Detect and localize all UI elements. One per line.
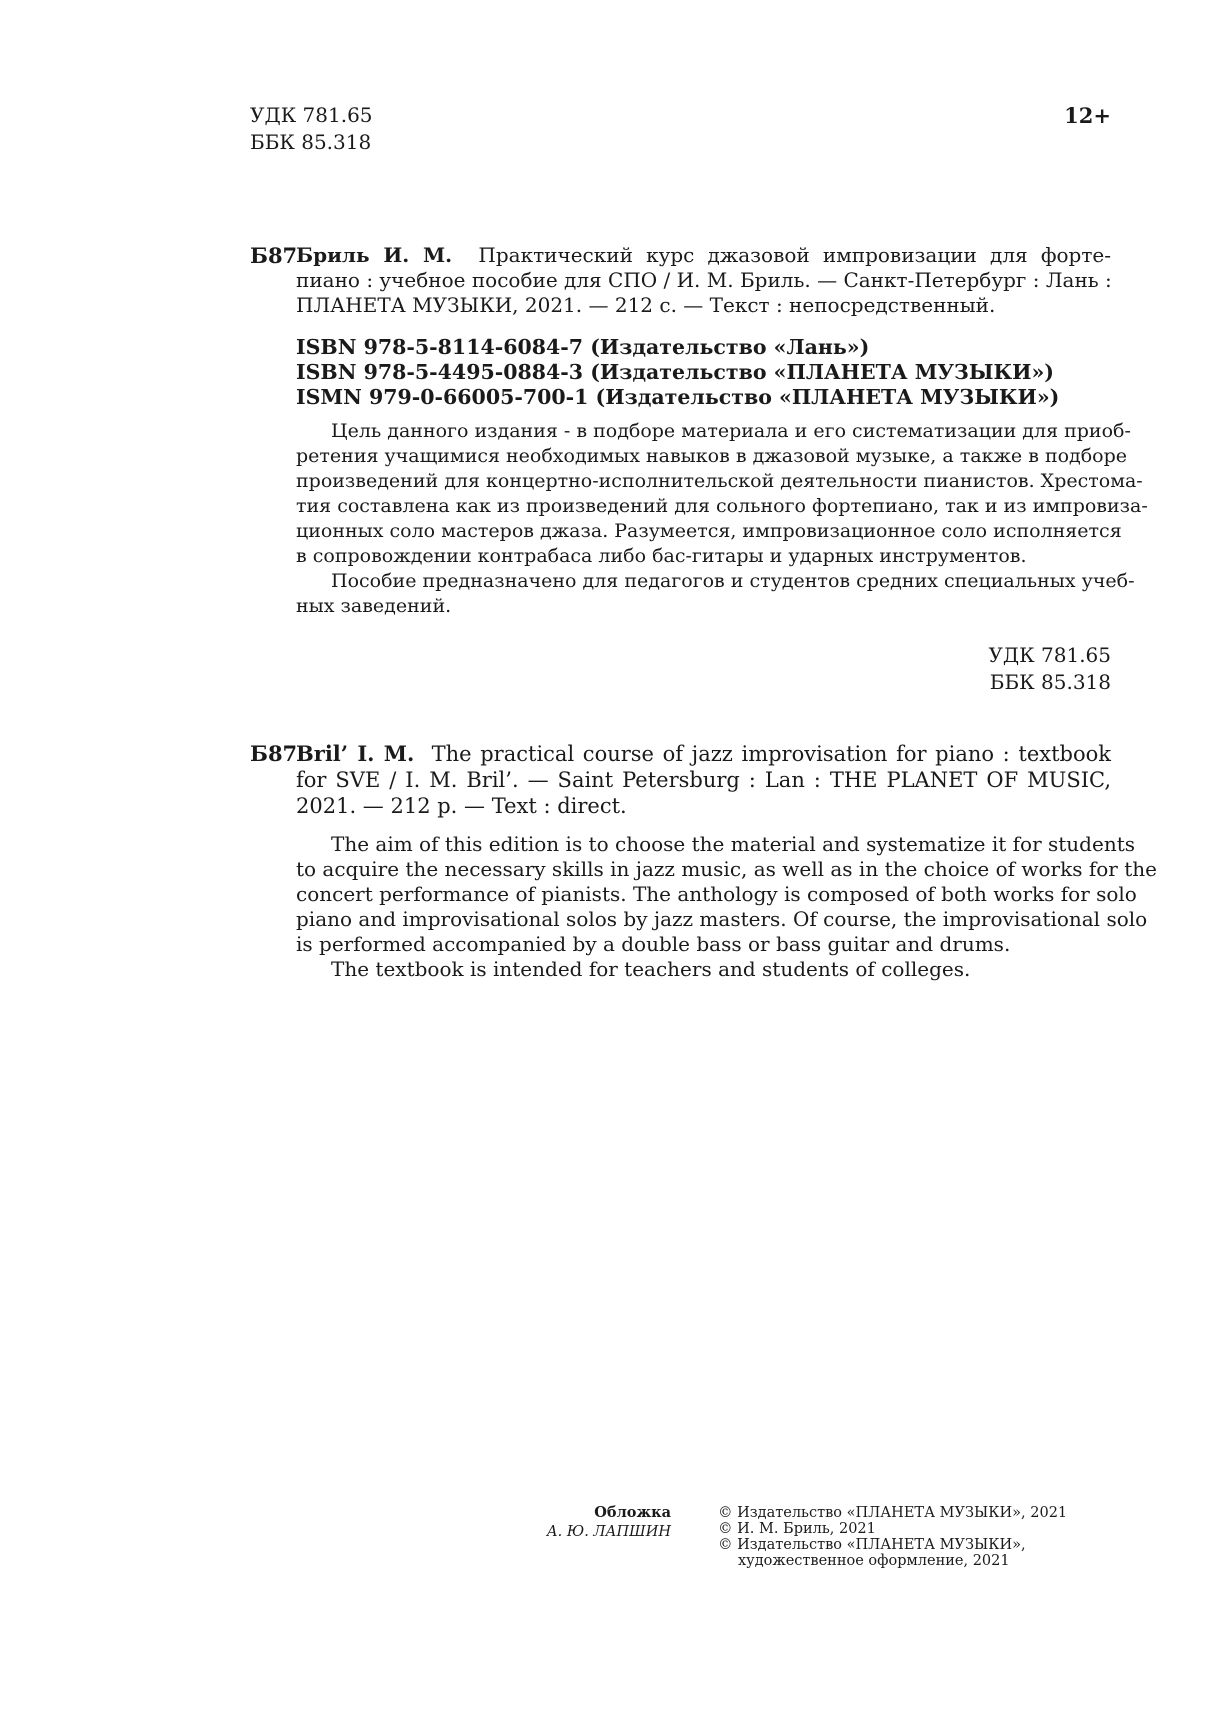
bbk-code-top: ББК 85.318 [250,130,372,154]
ru-abstract-line: в сопровождении контрабаса либо бас-гитары и ударных инструментов. [296,545,1027,567]
cover-label: Обложка [594,1504,671,1521]
cover-artist: А. Ю. ЛАПШИН [546,1524,671,1540]
en-abstract-line: The aim of this edition is to choose the material and systematize it for students [331,832,1135,856]
ru-author: Бриль И. М. [296,243,453,267]
en-citation-line: 2021. — 212 p. — Text : direct. [296,794,627,818]
en-citation-line: The practical course of jazz improvisation for piano : textbook [431,742,1111,766]
ru-citation-line: пиано : учебное пособие для СПО / И. М. Бриль. — Санкт-Петербург : Лань : [296,268,1112,292]
en-abstract [296,832,1157,982]
ru-abstract [296,419,1148,619]
en-abstract-line: to acquire the necessary skills in jazz music, as well as in the choice of works for the [296,857,1157,881]
ru-abstract-line: Цель данного издания - в подборе материала и его систематизации для приоб- [331,420,1131,442]
copyright-block [718,1505,1067,1569]
ru-index: Б87 [250,243,298,268]
ru-citation-line: ПЛАНЕТА МУЗЫКИ, 2021. — 212 с. — Текст : непосредственный. [296,293,996,317]
copyright-line: © Издательство «ПЛАНЕТА МУЗЫКИ», [718,1537,1026,1553]
ismn-line: ISMN 979-0-66005-700-1 (Издательство «ПЛАНЕТА МУЗЫКИ») [296,385,1060,409]
isbn-line: ISBN 978-5-8114-6084-7 (Издательство «Лань») [296,335,870,359]
udk-code-bottom: УДК 781.65 [988,643,1111,667]
ru-abstract-line: тия составлена как из произведений для сольного фортепиано, так и из импровиза- [296,495,1148,517]
ru-purpose-line: Пособие предназначено для педагогов и студентов средних специальных учеб- [331,570,1135,592]
copyright-line: © И. М. Бриль, 2021 [718,1521,876,1537]
ru-abstract-line: ретения учащимися необходимых навыков в джазовой музыке, а также в подборе [296,445,1128,467]
copyright-line: © Издательство «ПЛАНЕТА МУЗЫКИ», 2021 [718,1505,1068,1521]
en-author: Bril’ I. M. [296,741,415,766]
en-citation-line: for SVE / I. M. Bril’. — Saint Petersburg : Lan : THE PLANET OF MUSIC, [296,768,1111,792]
en-citation [296,741,1111,819]
en-abstract-line: concert performance of pianists. The anthology is composed of both works for solo [296,882,1137,906]
age-rating: 12+ [1064,103,1111,128]
bbk-code-bottom: ББК 85.318 [989,670,1111,694]
en-purpose-line: The textbook is intended for teachers and students of colleges. [331,957,971,981]
ru-citation [296,243,1111,318]
en-index: Б87 [250,741,298,766]
en-abstract-line: is performed accompanied by a double bass or bass guitar and drums. [296,932,1011,956]
ru-purpose-line: ных заведений. [296,595,452,617]
ru-abstract-line: ционных соло мастеров джаза. Разумеется, импровизационное соло исполняется [296,520,1122,542]
isbn-block [296,335,1111,410]
ru-citation-line: Практический курс джазовой импровизации для форте- [478,243,1111,267]
en-abstract-line: piano and improvisational solos by jazz masters. Of course, the improvisational solo [296,907,1148,931]
copyright-line: художественное оформление, 2021 [738,1553,1010,1569]
ru-abstract-line: произведений для концертно-исполнительской деятельности пианистов. Хрестома- [296,470,1143,492]
isbn-line: ISBN 978-5-4495-0884-3 (Издательство «ПЛАНЕТА МУЗЫКИ») [296,360,1054,384]
udk-code-top: УДК 781.65 [250,103,373,127]
